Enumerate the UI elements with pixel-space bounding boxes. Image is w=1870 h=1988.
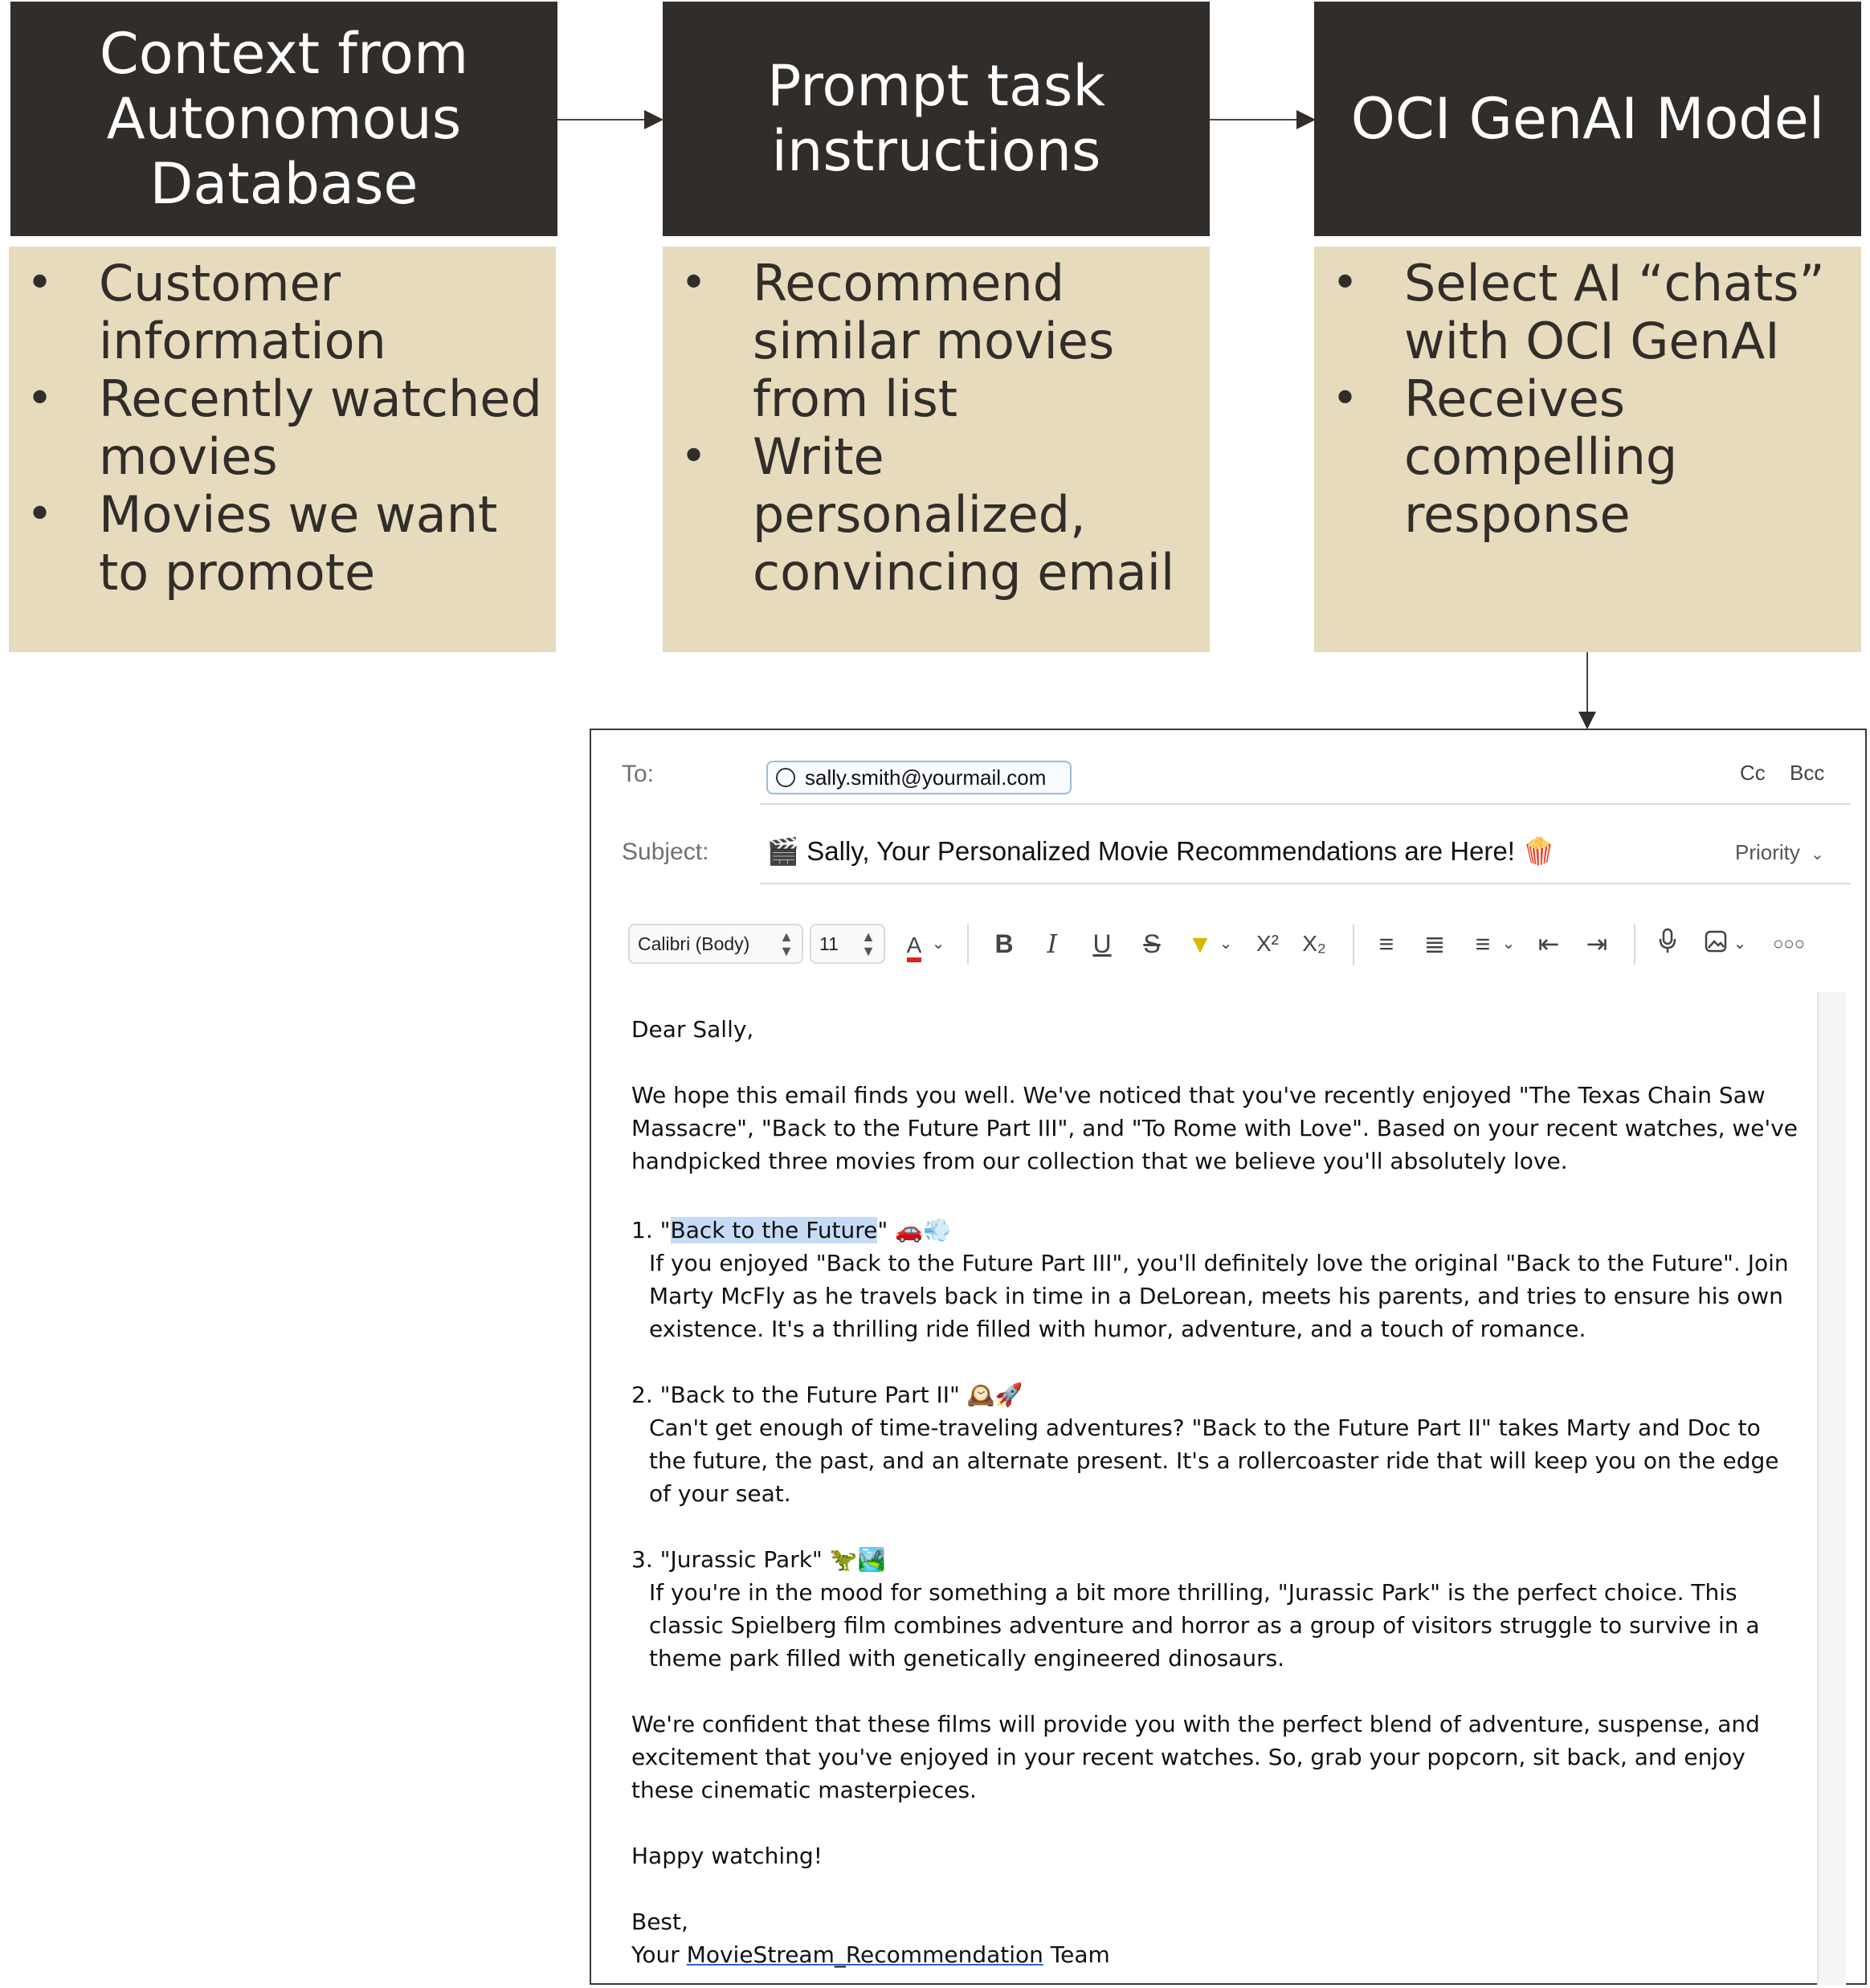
context-panel — [9, 247, 556, 652]
chevron-down-icon[interactable]: ⌄ — [1219, 935, 1233, 953]
selected-text-highlight: Back to the Future — [670, 1217, 878, 1243]
priority-label: Priority — [1735, 840, 1800, 864]
recipient-chip[interactable] — [766, 761, 1072, 794]
indent-icon[interactable]: ⇥ — [1586, 929, 1608, 958]
font-family-value: Calibri (Body) — [638, 933, 750, 954]
context-header-line-3: Database — [149, 150, 419, 217]
prompt-header-line-2: instructions — [771, 118, 1101, 184]
prompt-header — [663, 2, 1210, 236]
picture-icon[interactable] — [1700, 928, 1732, 960]
email-body[interactable] — [631, 1013, 1804, 1971]
recommendation-2-title: 2. "Back to the Future Part II" 🕰️🚀 — [631, 1382, 1023, 1408]
bullet-list-icon[interactable]: ≡ — [1378, 929, 1394, 958]
contact-status-icon — [776, 768, 795, 787]
context-bullet-customer-info: • Customer information — [9, 255, 556, 370]
context-header-line-2: Autonomous — [106, 85, 462, 152]
signoff: Happy watching! — [631, 1843, 823, 1869]
genai-header — [1314, 2, 1861, 236]
context-bullet-promote: • Movies we want to promote — [9, 486, 556, 602]
context-header-line-1: Context from — [99, 20, 469, 87]
arrow-1-line — [557, 119, 646, 120]
chevron-down-icon[interactable]: ⌄ — [1733, 935, 1747, 953]
recommendation-3-text: If you're in the mood for something a bit more thrilling, "Jurassic Park" is the perfect choice. This classic Spielberg film combines adventure and horror as a group of visitors struggle to survive in a theme park filled with genetically engineered dinosaurs. — [649, 1579, 1760, 1672]
signature — [631, 1938, 1804, 1971]
outdent-icon[interactable]: ⇤ — [1537, 929, 1560, 958]
best: Best, — [631, 1908, 688, 1935]
align-icon[interactable]: ≡ — [1475, 929, 1491, 958]
arrow-2-line — [1210, 119, 1298, 120]
font-color-icon[interactable]: A — [898, 928, 930, 962]
chevron-down-icon[interactable]: ⌄ — [931, 935, 945, 953]
context-bullet-recently-watched: • Recently watched movies — [9, 370, 556, 486]
genai-bullet-select-ai: • Select AI “chats” with OCI GenAI — [1314, 255, 1861, 370]
italic-icon[interactable]: I — [1047, 929, 1058, 959]
strikethrough-icon[interactable]: S — [1143, 929, 1161, 958]
prompt-bullet-write-email: • Write personalized, convincing email — [663, 428, 1210, 602]
rec1-suffix: " 🚗💨 — [877, 1217, 951, 1243]
font-family-select[interactable] — [628, 924, 803, 964]
arrow-2-head — [1296, 110, 1316, 129]
context-header — [10, 2, 557, 236]
recommendation-1-text: If you enjoyed "Back to the Future Part III", you'll definitely love the original "Back to the Future". Join Marty McFly as he travels back in time in a DeLorean, meets his parents, and tries to ensure his own existence. It's a thrilling ride filled with humor, adventure, and a touch of romance. — [649, 1250, 1789, 1342]
recommendation-3-title: 3. "Jurassic Park" 🦖🏞️ — [631, 1546, 886, 1573]
greeting: Dear Sally, — [631, 1016, 754, 1043]
underline-icon[interactable]: U — [1092, 929, 1112, 958]
signature-team-name: MovieStream_Recommendation — [686, 1941, 1043, 1968]
font-size-value: 11 — [819, 933, 839, 954]
cc-button[interactable]: Cc — [1740, 761, 1766, 785]
email-compose-window — [590, 729, 1867, 1985]
chevron-down-icon: ⌄ — [1811, 846, 1824, 863]
to-separator — [760, 803, 1851, 805]
numbered-list-icon[interactable]: ≣ — [1423, 929, 1446, 958]
recommendation-1-title — [631, 1214, 1804, 1247]
toolbar-divider — [1353, 925, 1354, 965]
bold-icon[interactable]: B — [994, 929, 1014, 958]
arrow-1-head — [644, 110, 663, 129]
priority-dropdown[interactable] — [1735, 840, 1824, 865]
subject-separator — [760, 883, 1851, 884]
arrow-3-head — [1578, 712, 1596, 729]
genai-bullet-response: • Receives compelling response — [1314, 370, 1861, 544]
updown-icon: ▲ ▼ — [861, 929, 876, 959]
closing-paragraph: We're confident that these films will provide you with the perfect blend of adventure, suspense, and excitement that you've enjoyed in your recent watches. So, grab your popcorn, sit back, and enjoy these cinematic masterpieces. — [631, 1711, 1760, 1803]
to-label: To: — [622, 761, 655, 787]
signature-prefix: Your — [631, 1941, 687, 1968]
prompt-header-line-1: Prompt task — [767, 53, 1105, 119]
recipient-address: sally.smith@yourmail.com — [805, 765, 1047, 790]
font-size-select[interactable] — [810, 924, 885, 964]
intro-paragraph: We hope this email finds you well. We've noticed that you've recently enjoyed "The Texas Chain Saw Massacre", "Back to the Future Part III", and "To Rome with Love". Based on your recent watches, we've handpicked three movies from our collection that we believe you'll absolutely love. — [631, 1082, 1799, 1174]
arrow-3-line — [1586, 652, 1588, 715]
signature-suffix: Team — [1043, 1941, 1110, 1968]
bcc-button[interactable]: Bcc — [1790, 761, 1825, 785]
superscript-icon[interactable]: X² — [1256, 931, 1279, 956]
rec1-prefix: 1. " — [631, 1217, 671, 1243]
chevron-down-icon[interactable]: ⌄ — [1501, 935, 1516, 953]
vertical-scrollbar[interactable] — [1817, 992, 1846, 1985]
highlight-icon[interactable]: ▼ — [1187, 929, 1213, 958]
recommendation-2-text: Can't get enough of time-traveling adventures? "Back to the Future Part II" takes Marty and Doc to the future, the past, and an alternate present. It's a rollercoaster ride that will keep you on the edge of your seat. — [649, 1414, 1779, 1507]
subscript-icon[interactable]: X₂ — [1302, 931, 1326, 956]
toolbar-divider — [967, 925, 969, 965]
genai-panel — [1314, 247, 1861, 652]
updown-icon: ▲ ▼ — [779, 929, 794, 959]
prompt-panel — [663, 247, 1210, 652]
dictate-icon[interactable] — [1652, 928, 1684, 961]
subject-input[interactable]: 🎬 Sally, Your Personalized Movie Recommendations are Here! 🍿 — [766, 836, 1556, 866]
prompt-bullet-recommend: • Recommend similar movies from list — [663, 255, 1210, 428]
toolbar-divider — [1634, 925, 1635, 965]
subject-label: Subject: — [622, 839, 709, 865]
genai-header-line-1: OCI GenAI Model — [1350, 85, 1825, 152]
more-options-icon[interactable]: ○○○ — [1773, 933, 1805, 953]
